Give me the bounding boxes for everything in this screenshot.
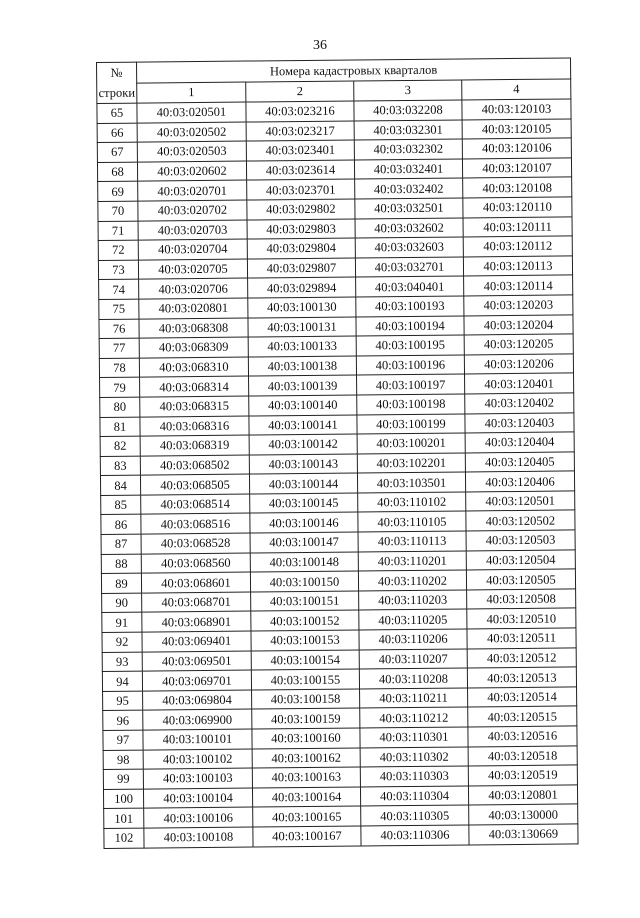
quarter-cell-col4: 40:03:120206 (464, 354, 573, 375)
quarter-cell-col4: 40:03:120403 (465, 412, 574, 433)
quarter-cell-col2: 40:03:100133 (248, 336, 356, 357)
quarter-cell-col3: 40:03:100193 (356, 296, 464, 317)
quarter-cell-col3: 40:03:110113 (358, 531, 466, 552)
quarter-cell-col2: 40:03:029894 (248, 277, 356, 298)
row-number-cell: 93 (102, 652, 142, 672)
quarter-cell-col2: 40:03:100144 (249, 473, 357, 494)
quarter-cell-col2: 40:03:100145 (250, 493, 358, 514)
quarter-cell-col3: 40:03:100199 (357, 413, 465, 434)
quarter-cell-col2: 40:03:023401 (246, 140, 354, 161)
quarter-cell-col3: 40:03:032501 (355, 198, 463, 219)
quarter-cell-col4: 40:03:120504 (466, 550, 575, 571)
quarter-cell-col4: 40:03:120508 (467, 589, 576, 610)
quarter-cell-col1: 40:03:068560 (141, 553, 250, 574)
quarter-cell-col4: 40:03:120518 (468, 746, 577, 767)
quarter-cell-col1: 40:03:020704 (138, 239, 247, 260)
row-number-cell: 101 (104, 808, 144, 828)
quarter-cell-col2: 40:03:100153 (251, 630, 359, 651)
row-number-cell: 82 (100, 436, 140, 456)
row-number-cell: 87 (101, 534, 141, 554)
quarter-cell-col1: 40:03:069701 (142, 670, 251, 691)
quarter-cell-col2: 40:03:100139 (249, 375, 357, 396)
quarter-cell-col4: 40:03:120114 (464, 275, 573, 296)
quarter-cell-col4: 40:03:120111 (463, 217, 572, 238)
quarter-cell-col2: 40:03:100150 (250, 571, 358, 592)
quarter-cell-col2: 40:03:023614 (246, 160, 354, 181)
quarter-cell-col3: 40:03:110303 (360, 766, 468, 787)
quarter-cell-col1: 40:03:068701 (142, 592, 251, 613)
quarter-cell-col1: 40:03:100102 (143, 749, 252, 770)
quarter-cell-col1: 40:03:069401 (142, 631, 251, 652)
quarter-cell-col2: 40:03:100165 (253, 806, 361, 827)
quarter-cell-col3: 40:03:032602 (355, 218, 463, 239)
quarter-cell-col2: 40:03:100140 (249, 395, 357, 416)
quarter-cell-col1: 40:03:068901 (142, 611, 251, 632)
quarter-cell-col1: 40:03:068309 (139, 337, 248, 358)
quarter-cell-col3: 40:03:110212 (360, 707, 468, 728)
row-number-cell: 77 (99, 338, 139, 358)
quarter-cell-col1: 40:03:068601 (141, 572, 250, 593)
quarter-cell-col4: 40:03:120801 (468, 785, 577, 806)
row-number-cell: 73 (98, 260, 138, 280)
row-number-cell: 100 (103, 789, 143, 809)
quarter-cell-col1: 40:03:020701 (138, 180, 247, 201)
quarter-cell-col4: 40:03:120516 (468, 726, 577, 747)
quarter-cell-col2: 40:03:100155 (251, 669, 359, 690)
quarter-cell-col4: 40:03:130000 (469, 804, 578, 825)
row-number-cell: 90 (102, 593, 142, 613)
quarter-cell-col2: 40:03:100162 (252, 748, 360, 769)
quarter-cell-col3: 40:03:110105 (358, 511, 466, 532)
quarter-cell-col1: 40:03:069900 (143, 709, 252, 730)
row-number-cell: 79 (100, 377, 140, 397)
table-body (97, 99, 578, 848)
quarter-cell-col3: 40:03:110203 (359, 590, 467, 611)
quarter-cell-col3: 40:03:040401 (356, 276, 464, 297)
row-number-cell: 102 (104, 828, 144, 848)
quarter-cell-col1: 40:03:068310 (139, 357, 248, 378)
quarter-cell-col1: 40:03:020703 (138, 220, 247, 241)
quarter-cell-col3: 40:03:110306 (361, 825, 469, 846)
quarter-cell-col1: 40:03:068315 (140, 396, 249, 417)
quarter-cell-col4: 40:03:120203 (464, 295, 573, 316)
quarter-cell-col4: 40:03:120405 (465, 452, 574, 473)
quarter-cell-col4: 40:03:120113 (463, 256, 572, 277)
quarter-cell-col1: 40:03:100108 (144, 827, 253, 848)
row-number-cell: 69 (98, 181, 138, 201)
quarter-cell-col4: 40:03:120402 (465, 393, 574, 414)
row-number-header-line2: строки (98, 85, 136, 100)
quarter-cell-col3: 40:03:110102 (358, 492, 466, 513)
quarter-cell-col4: 40:03:130669 (469, 824, 578, 845)
quarter-cell-col4: 40:03:120404 (465, 432, 574, 453)
quarter-cell-col1: 40:03:068502 (140, 455, 249, 476)
quarter-cell-col3: 40:03:100198 (357, 394, 465, 415)
quarter-cell-col3: 40:03:100197 (357, 374, 465, 395)
quarter-cell-col1: 40:03:100104 (143, 788, 252, 809)
quarter-cell-col2: 40:03:100131 (248, 317, 356, 338)
quarter-cell-col3: 40:03:100195 (356, 335, 464, 356)
quarter-cell-col1: 40:03:069501 (142, 651, 251, 672)
quarter-cell-col4: 40:03:120511 (467, 628, 576, 649)
row-number-header (97, 62, 137, 103)
quarter-cell-col3: 40:03:110207 (359, 649, 467, 670)
quarter-cell-col2: 40:03:100159 (252, 708, 360, 729)
quarter-cell-col3: 40:03:110301 (360, 727, 468, 748)
table-header (97, 58, 571, 104)
quarter-cell-col3: 40:03:102201 (357, 453, 465, 474)
quarter-cell-col3: 40:03:110305 (361, 805, 469, 826)
row-number-cell: 78 (99, 358, 139, 378)
quarter-cell-col4: 40:03:120502 (466, 510, 575, 531)
row-number-header-line1: № (110, 65, 123, 80)
quarter-cell-col1: 40:03:020705 (138, 259, 247, 280)
quarter-cell-col3: 40:03:110201 (358, 551, 466, 572)
row-number-cell: 98 (103, 750, 143, 770)
quarter-cell-col3: 40:03:032603 (355, 237, 463, 258)
quarter-cell-col3: 40:03:110205 (359, 609, 467, 630)
quarter-cell-col1: 40:03:100103 (143, 768, 252, 789)
quarter-cell-col2: 40:03:100154 (251, 650, 359, 671)
quarter-cell-col3: 40:03:032301 (354, 120, 462, 141)
quarter-cell-col3: 40:03:032401 (354, 159, 462, 180)
quarter-cell-col2: 40:03:100143 (249, 454, 357, 475)
row-number-cell: 85 (101, 495, 141, 515)
row-number-cell: 84 (100, 475, 140, 495)
quarter-cell-col1: 40:03:020502 (137, 122, 246, 143)
quarter-cell-col4: 40:03:120406 (465, 471, 574, 492)
quarter-cell-col2: 40:03:100147 (250, 532, 358, 553)
quarter-cell-col2: 40:03:100167 (253, 826, 361, 847)
quarter-cell-col2: 40:03:100164 (252, 787, 360, 808)
quarter-cell-col4: 40:03:120205 (464, 334, 573, 355)
cadastral-quarters-table (96, 57, 579, 848)
quarter-cell-col2: 40:03:029807 (247, 258, 355, 279)
quarter-cell-col4: 40:03:120106 (462, 138, 571, 159)
row-number-cell: 68 (97, 162, 137, 182)
row-number-cell: 75 (99, 299, 139, 319)
quarter-cell-col1: 40:03:020602 (137, 161, 246, 182)
quarter-cell-col3: 40:03:032402 (355, 178, 463, 199)
quarter-cell-col1: 40:03:068319 (140, 435, 249, 456)
quarter-cell-col1: 40:03:020706 (139, 278, 248, 299)
quarter-cell-col2: 40:03:029802 (247, 199, 355, 220)
column-header: 1 (137, 82, 246, 104)
row-number-cell: 80 (100, 397, 140, 417)
quarter-cell-col4: 40:03:120401 (465, 373, 574, 394)
quarter-cell-col2: 40:03:100160 (252, 728, 360, 749)
row-number-cell: 76 (99, 319, 139, 339)
quarter-cell-col3: 40:03:100201 (357, 433, 465, 454)
quarter-cell-col4: 40:03:120505 (466, 569, 575, 590)
quarter-cell-col2: 40:03:100163 (252, 767, 360, 788)
quarter-cell-col1: 40:03:100106 (144, 807, 253, 828)
row-number-cell: 71 (98, 221, 138, 241)
row-number-cell: 74 (99, 279, 139, 299)
row-number-cell: 95 (103, 691, 143, 711)
row-number-cell: 94 (102, 671, 142, 691)
quarter-cell-col2: 40:03:029804 (247, 238, 355, 259)
quarter-cell-col2: 40:03:100141 (249, 415, 357, 436)
quarter-cell-col2: 40:03:100142 (249, 434, 357, 455)
page-number: 36 (313, 38, 327, 53)
row-number-cell: 99 (103, 769, 143, 789)
quarter-cell-col4: 40:03:120519 (468, 765, 577, 786)
quarter-cell-col1: 40:03:068308 (139, 318, 248, 339)
quarter-cell-col2: 40:03:029803 (247, 219, 355, 240)
quarter-cell-col3: 40:03:110304 (360, 786, 468, 807)
cadastral-table-wrapper (96, 57, 579, 848)
quarter-cell-col3: 40:03:110206 (359, 629, 467, 650)
quarter-cell-col1: 40:03:068528 (141, 533, 250, 554)
row-number-cell: 96 (103, 710, 143, 730)
row-number-cell: 65 (97, 103, 137, 123)
quarter-cell-col4: 40:03:120510 (467, 608, 576, 629)
quarter-cell-col1: 40:03:020801 (139, 298, 248, 319)
quarter-cell-col3: 40:03:032701 (355, 257, 463, 278)
quarter-cell-col4: 40:03:120107 (462, 158, 571, 179)
quarter-cell-col3: 40:03:110211 (360, 688, 468, 709)
quarter-cell-col3: 40:03:110302 (360, 747, 468, 768)
row-number-cell: 81 (100, 417, 140, 437)
quarter-cell-col2: 40:03:100130 (248, 297, 356, 318)
quarter-cell-col1: 40:03:068316 (140, 416, 249, 437)
quarter-cell-col2: 40:03:100148 (250, 552, 358, 573)
quarter-cell-col2: 40:03:023216 (246, 101, 354, 122)
row-number-cell: 88 (101, 554, 141, 574)
row-number-cell: 70 (98, 201, 138, 221)
quarter-cell-col4: 40:03:120512 (467, 648, 576, 669)
quarter-cell-col4: 40:03:120501 (466, 491, 575, 512)
quarter-cell-col1: 40:03:100101 (143, 729, 252, 750)
quarter-cell-col4: 40:03:120515 (468, 706, 577, 727)
column-header: 4 (462, 78, 571, 100)
quarter-cell-col1: 40:03:020702 (138, 200, 247, 221)
quarter-cell-col2: 40:03:100151 (251, 591, 359, 612)
quarter-cell-col4: 40:03:120514 (468, 687, 577, 708)
table-row (104, 824, 578, 848)
quarter-cell-col3: 40:03:100194 (356, 316, 464, 337)
quarter-cell-col1: 40:03:068516 (141, 514, 250, 535)
quarter-cell-col3: 40:03:103501 (357, 472, 465, 493)
quarter-cell-col4: 40:03:120204 (464, 314, 573, 335)
row-number-cell: 97 (103, 730, 143, 750)
row-number-cell: 83 (100, 456, 140, 476)
column-header: 3 (354, 79, 462, 101)
row-number-cell: 91 (102, 613, 142, 633)
quarter-cell-col4: 40:03:120112 (463, 236, 572, 257)
row-number-cell: 89 (101, 573, 141, 593)
quarter-cell-col1: 40:03:068505 (140, 474, 249, 495)
quarter-cell-col2: 40:03:023217 (246, 121, 354, 142)
row-number-cell: 86 (101, 515, 141, 535)
quarter-cell-col4: 40:03:120503 (466, 530, 575, 551)
row-number-cell: 67 (97, 142, 137, 162)
quarter-cell-col2: 40:03:100146 (250, 512, 358, 533)
quarter-cell-col2: 40:03:100152 (251, 610, 359, 631)
quarter-cell-col2: 40:03:100158 (252, 689, 360, 710)
row-number-cell: 92 (102, 632, 142, 652)
column-header: 2 (246, 81, 354, 103)
quarter-cell-col3: 40:03:110202 (358, 570, 466, 591)
row-number-cell: 72 (98, 240, 138, 260)
quarter-cell-col4: 40:03:120513 (467, 667, 576, 688)
row-number-cell: 66 (97, 123, 137, 143)
quarter-cell-col1: 40:03:020503 (137, 141, 246, 162)
quarter-cell-col3: 40:03:032302 (354, 139, 462, 160)
quarter-cell-col4: 40:03:120110 (463, 197, 572, 218)
quarter-cell-col1: 40:03:068314 (140, 376, 249, 397)
quarter-cell-col1: 40:03:020501 (137, 102, 246, 123)
quarter-cell-col3: 40:03:110208 (359, 668, 467, 689)
quarter-cell-col3: 40:03:100196 (356, 355, 464, 376)
quarter-cell-col2: 40:03:023701 (247, 179, 355, 200)
quarter-cell-col4: 40:03:120108 (463, 177, 572, 198)
quarter-cell-col4: 40:03:120103 (462, 99, 571, 120)
group-title-header: Номера кадастровых кварталов (137, 58, 571, 83)
quarter-cell-col1: 40:03:069804 (143, 690, 252, 711)
quarter-cell-col3: 40:03:032208 (354, 100, 462, 121)
quarter-cell-col1: 40:03:068514 (141, 494, 250, 515)
quarter-cell-col4: 40:03:120105 (462, 119, 571, 140)
quarter-cell-col2: 40:03:100138 (248, 356, 356, 377)
